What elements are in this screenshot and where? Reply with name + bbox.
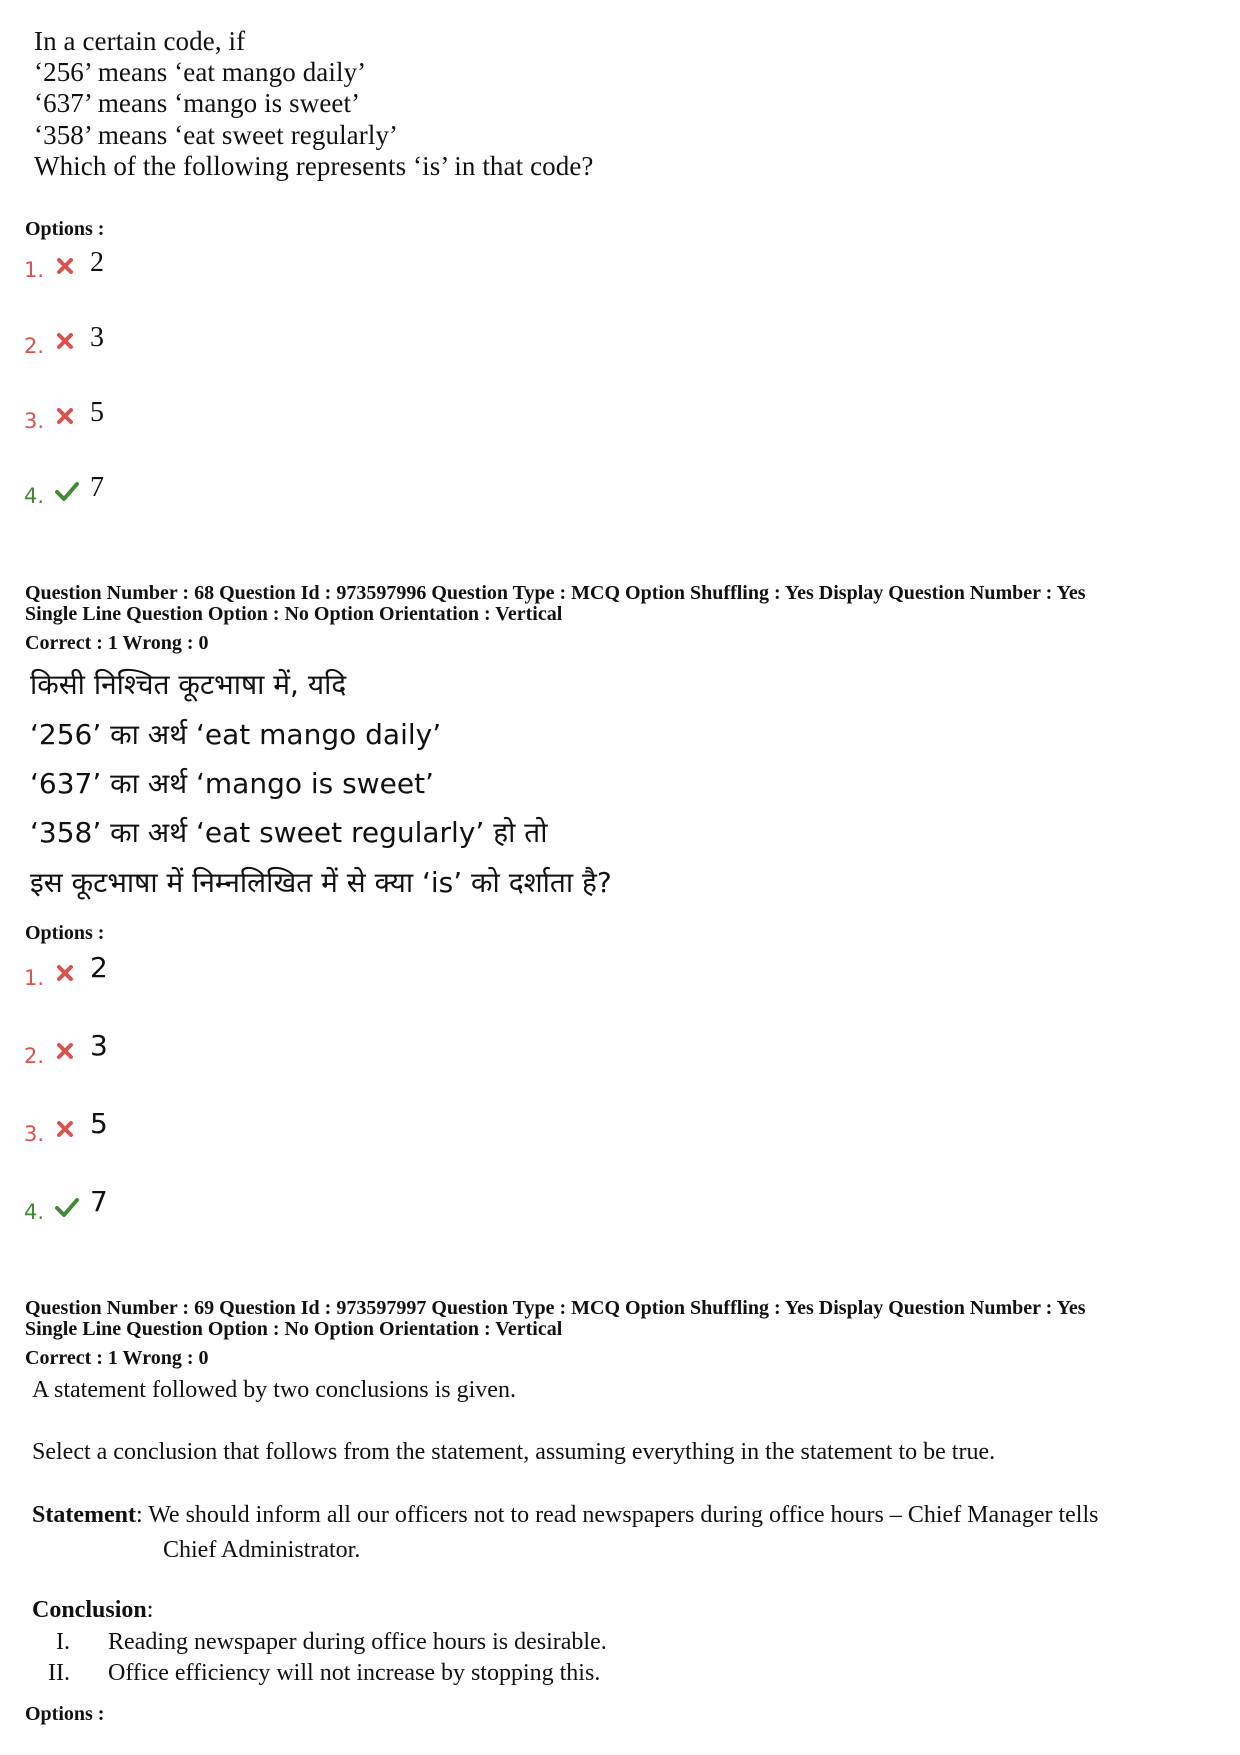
q69-options-label: Options : bbox=[25, 1703, 105, 1725]
q69-conclusion-heading bbox=[32, 1597, 153, 1624]
cross-icon bbox=[54, 1118, 76, 1140]
q69-conclusion-2-number: II. bbox=[48, 1660, 70, 1686]
q68-option-3-number: 3. bbox=[24, 1122, 45, 1146]
q67-option-3-value: 5 bbox=[90, 397, 104, 428]
cross-icon bbox=[54, 405, 76, 427]
q68-option-3-value: 5 bbox=[90, 1107, 108, 1140]
q69-meta-line-2: Single Line Question Option : No Option Orientation : Vertical bbox=[25, 1318, 563, 1340]
q69-statement-text: : We should inform all our officers not to read newspapers during office hours – Chief Manager tells bbox=[135, 1502, 1099, 1528]
q67-line-2: ‘256’ means ‘eat mango daily’ bbox=[34, 57, 367, 87]
cross-icon bbox=[54, 1040, 76, 1062]
q67-option-1-value: 2 bbox=[90, 247, 104, 278]
q69-instruction: Select a conclusion that follows from the statement, assuming everything in the statement to be true. bbox=[32, 1439, 996, 1465]
q68-option-2-value: 3 bbox=[90, 1029, 108, 1062]
q68-option-4-value: 7 bbox=[90, 1185, 108, 1218]
q68-option-1-number: 1. bbox=[24, 966, 45, 990]
q69-meta-line-3: Correct : 1 Wrong : 0 bbox=[25, 1347, 209, 1369]
q68-option-4-number: 4. bbox=[24, 1200, 45, 1224]
q68-meta-line-3: Correct : 1 Wrong : 0 bbox=[25, 632, 209, 654]
q67-line-3: ‘637’ means ‘mango is sweet’ bbox=[34, 88, 361, 118]
q68-line-3: ‘637’ का अर्थ ‘mango is sweet’ bbox=[30, 767, 434, 800]
q68-line-5: इस कूटभाषा में निम्नलिखित में से क्या ‘is’ को दर्शाता है? bbox=[30, 866, 612, 899]
q67-option-1-number: 1. bbox=[24, 258, 45, 282]
q69-meta-line-1: Question Number : 69 Question Id : 973597997 Question Type : MCQ Option Shuffling : Yes Display Question Number : Yes bbox=[25, 1297, 1086, 1319]
cross-icon bbox=[54, 962, 76, 984]
q69-statement-continuation: Chief Administrator. bbox=[163, 1537, 361, 1563]
q69-conclusion-2-text: Office efficiency will not increase by stopping this. bbox=[108, 1660, 601, 1686]
q68-options-label: Options : bbox=[25, 922, 105, 944]
q69-conclusion-label: Conclusion bbox=[32, 1597, 147, 1623]
q69-conclusion-1-text: Reading newspaper during office hours is desirable. bbox=[108, 1629, 607, 1655]
q67-option-4-value: 7 bbox=[90, 472, 104, 503]
q69-intro: A statement followed by two conclusions is given. bbox=[32, 1377, 516, 1403]
q69-conclusion-1-number: I. bbox=[56, 1629, 70, 1655]
q67-option-2-number: 2. bbox=[24, 334, 45, 358]
q68-option-2-number: 2. bbox=[24, 1044, 45, 1068]
q67-line-1: In a certain code, if bbox=[34, 26, 246, 56]
cross-icon bbox=[54, 255, 76, 277]
q67-line-5: Which of the following represents ‘is’ in that code? bbox=[34, 151, 594, 181]
q69-conclusion-colon: : bbox=[146, 1597, 154, 1623]
q68-meta-line-2: Single Line Question Option : No Option Orientation : Vertical bbox=[25, 603, 563, 625]
q67-option-4-number: 4. bbox=[24, 484, 45, 508]
q68-line-1: किसी निश्चित कूटभाषा में, यदि bbox=[30, 668, 347, 701]
q68-line-4: ‘358’ का अर्थ ‘eat sweet regularly’ हो तो bbox=[30, 816, 548, 849]
q68-line-2: ‘256’ का अर्थ ‘eat mango daily’ bbox=[30, 718, 442, 751]
q67-option-2-value: 3 bbox=[90, 322, 104, 353]
cross-icon bbox=[54, 330, 76, 352]
check-icon bbox=[54, 480, 80, 502]
q69-statement bbox=[32, 1502, 1098, 1529]
check-icon bbox=[54, 1196, 80, 1218]
q68-meta-line-1: Question Number : 68 Question Id : 973597996 Question Type : MCQ Option Shuffling : Yes Display Question Number : Yes bbox=[25, 582, 1086, 604]
q67-options-label: Options : bbox=[25, 218, 105, 240]
q68-option-1-value: 2 bbox=[90, 951, 108, 984]
q69-statement-label: Statement bbox=[32, 1502, 136, 1528]
q67-line-4: ‘358’ means ‘eat sweet regularly’ bbox=[34, 120, 399, 150]
q67-option-3-number: 3. bbox=[24, 409, 45, 433]
